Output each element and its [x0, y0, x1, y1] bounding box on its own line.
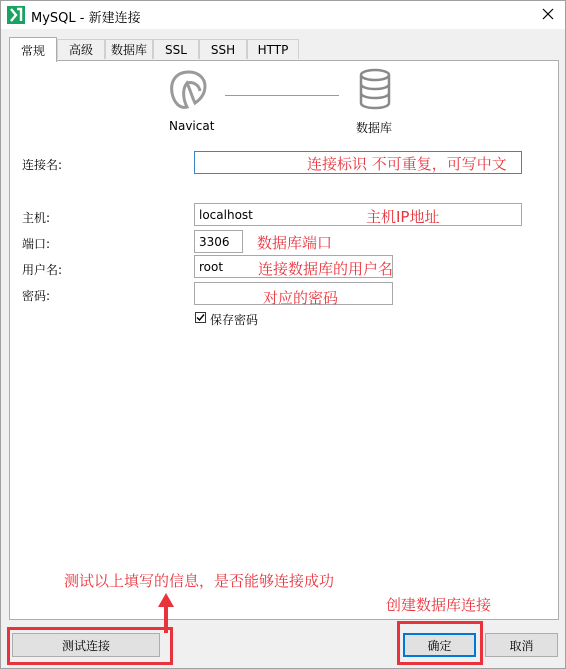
connection-name-annotation: 连接标识 不可重复，可写中文	[307, 155, 507, 173]
host-input[interactable]	[194, 203, 522, 226]
tab-advanced[interactable]: 高级	[57, 39, 105, 59]
general-panel	[9, 60, 559, 620]
navicat-label: Navicat	[169, 119, 215, 133]
host-label: 主机:	[22, 211, 51, 225]
navicat-app-icon	[7, 6, 25, 24]
checkmark-icon	[196, 313, 205, 322]
port-label: 端口:	[22, 237, 51, 251]
password-annotation: 对应的密码	[263, 289, 339, 307]
tab-databases[interactable]: 数据库	[105, 39, 153, 59]
test-connection-button[interactable]: 测试连接	[12, 633, 160, 657]
connection-name-label: 连接名:	[22, 158, 63, 172]
port-input[interactable]	[194, 230, 243, 253]
create-annotation: 创建数据库连接	[386, 596, 492, 614]
close-icon	[542, 8, 554, 23]
window-title: MySQL - 新建连接	[31, 11, 141, 26]
port-annotation: 数据库端口	[257, 234, 333, 252]
title-bar	[1, 1, 565, 29]
connector-line	[225, 95, 339, 96]
tab-general[interactable]: 常规	[9, 37, 57, 62]
cancel-button[interactable]: 取消	[485, 633, 558, 657]
tab-bar	[9, 37, 559, 61]
tab-http[interactable]: HTTP	[247, 39, 299, 59]
username-annotation: 连接数据库的用户名	[258, 260, 394, 278]
save-password-label: 保存密码	[210, 313, 259, 327]
test-highlight-box	[7, 627, 173, 665]
database-label: 数据库	[356, 121, 393, 135]
ok-highlight-box	[397, 621, 483, 665]
close-button[interactable]	[531, 1, 565, 29]
tab-ssl[interactable]: SSL	[153, 39, 199, 59]
username-label: 用户名:	[22, 263, 63, 277]
save-password-checkbox[interactable]	[195, 312, 206, 323]
database-icon	[358, 68, 392, 110]
navicat-logo-icon	[167, 69, 211, 113]
ok-button[interactable]: 确定	[403, 633, 476, 657]
password-label: 密码:	[22, 289, 51, 303]
tab-ssh[interactable]: SSH	[199, 39, 247, 59]
test-annotation: 测试以上填写的信息，是否能够连接成功	[64, 572, 335, 590]
host-annotation: 主机IP地址	[366, 208, 440, 226]
